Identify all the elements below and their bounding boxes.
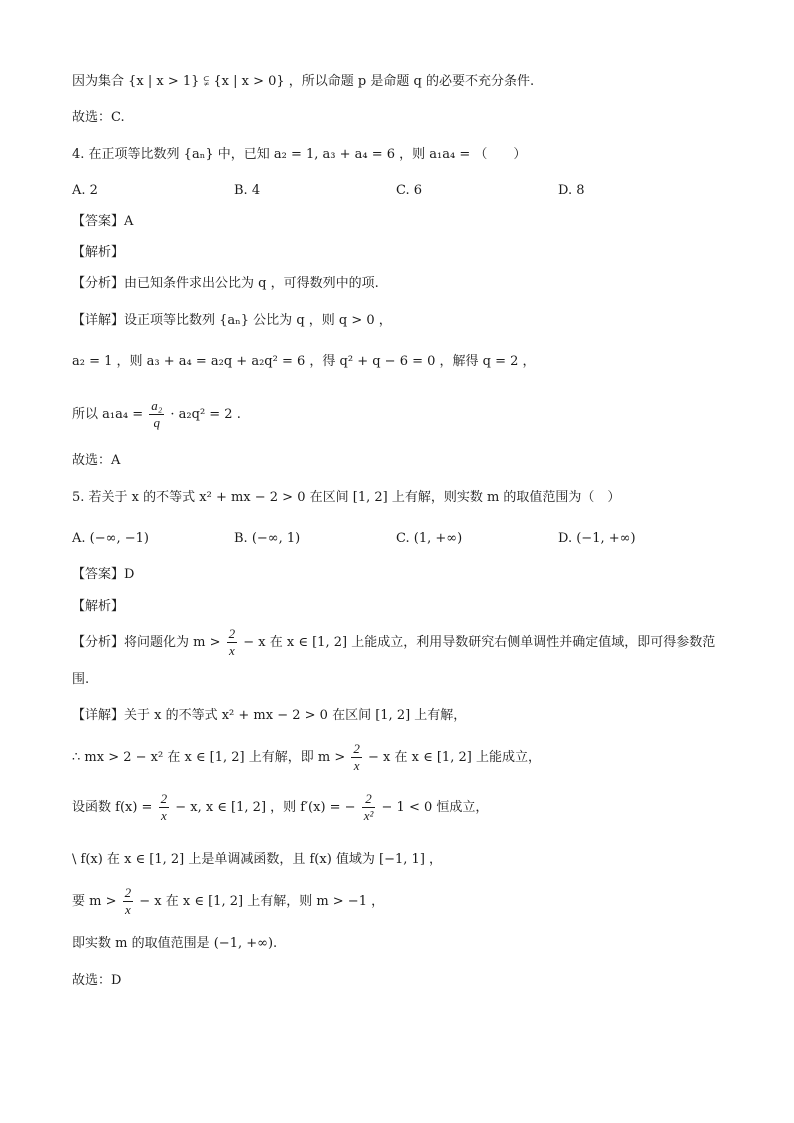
q5-option-b: B. (−∞, 1) (234, 531, 301, 546)
q5-detail-6: 即实数 m 的取值范围是 (−1, +∞). (72, 936, 278, 951)
q4-detail-3-pre: 所以 a₁a₄ = (72, 407, 148, 422)
q5-detail-3-fraction (159, 791, 170, 824)
q4-option-d: D. 8 (558, 183, 585, 198)
q5-analysis (72, 625, 734, 661)
fraction-denominator: x (124, 902, 131, 917)
q5-detail-3-pre: 设函数 f(x) = (72, 800, 157, 815)
q5-detail-5 (72, 884, 734, 920)
q5-answer: 【答案】D (72, 567, 135, 582)
fraction-numerator: 2 (353, 741, 360, 756)
q5-detail-5-fraction (123, 885, 134, 918)
q5-analysis-post: − x 在 x ∈ [1, 2] 上能成立，利用导数研究右侧单调性并确定值域，即可得参数范 (243, 635, 716, 650)
q4-analysis-heading: 【解析】 (72, 245, 125, 260)
q5-detail-3-post: − 1 < 0 恒成立， (381, 800, 489, 815)
q4-detail-1: 【详解】设正项等比数列 {aₙ} 公比为 q ，则 q > 0 ， (72, 313, 392, 328)
q5-option-c: C. (1, +∞) (396, 531, 463, 546)
q5-detail-3-fraction-2 (362, 791, 376, 824)
fraction-numerator: a₂ (151, 398, 163, 413)
question-4: 4. 在正项等比数列 {aₙ} 中，已知 a₂ = 1, a₃ + a₄ = 6 ，则 a₁a₄ = （ ） (72, 147, 527, 162)
q5-detail-3-mid: − x, x ∈ [1, 2] ，则 f′(x) = − (175, 800, 360, 815)
q4-option-a: A. 2 (72, 183, 98, 198)
q5-detail-2-pre: ∴ mx > 2 − x² 在 x ∈ [1, 2] 上有解，即 m > (72, 750, 350, 765)
q4-analysis: 【分析】由已知条件求出公比为 q ，可得数列中的项. (72, 276, 379, 291)
fraction-denominator: x (160, 808, 167, 823)
q5-option-d: D. (−1, +∞) (558, 531, 636, 546)
q5-detail-1: 【详解】关于 x 的不等式 x² + mx − 2 > 0 在区间 [1, 2] 上有解， (72, 708, 467, 723)
q5-analysis-pre: 【分析】将问题化为 m > (72, 635, 225, 650)
fraction-numerator: 2 (228, 626, 236, 641)
q5-detail-5-pre: 要 m > (72, 894, 121, 909)
question-5: 5. 若关于 x 的不等式 x² + mx − 2 > 0 在区间 [1, 2] 上有解，则实数 m 的取值范围为（ ） (72, 490, 621, 505)
q4-option-c: C. 6 (396, 183, 423, 198)
q4-detail-3-fraction (149, 398, 164, 431)
q5-option-a: A. (−∞, −1) (72, 531, 149, 546)
q4-detail-3 (72, 398, 734, 432)
fraction-denominator: x (353, 758, 360, 773)
q5-analysis-fraction (227, 626, 238, 659)
q4-answer: 【答案】A (72, 214, 134, 229)
fraction-numerator: 2 (160, 791, 168, 806)
fraction-denominator: x (228, 643, 235, 658)
q5-detail-2 (72, 740, 734, 776)
q4-option-b: B. 4 (234, 183, 261, 198)
q5-detail-3 (72, 790, 734, 826)
q5-detail-2-post: − x 在 x ∈ [1, 2] 上能成立， (368, 750, 541, 765)
q5-analysis-cont: 围. (72, 672, 90, 687)
fraction-denominator: q (153, 415, 160, 430)
fraction-numerator: 2 (124, 885, 132, 900)
q4-detail-2: a₂ = 1 ，则 a₃ + a₄ = a₂q + a₂q² = 6 ，得 q² + q − 6 = 0 ，解得 q = 2 ， (72, 354, 536, 369)
q5-selection: 故选：D (72, 973, 122, 988)
q5-detail-4: \ f(x) 在 x ∈ [1, 2] 上是单调减函数，且 f(x) 值域为 [−1, 1] ， (72, 852, 443, 867)
text-line-set-conclusion: 因为集合 {x | x > 1} ⫋ {x | x > 0} ，所以命题 p 是命题 q 的必要不充分条件. (72, 74, 535, 89)
q5-detail-5-post: − x 在 x ∈ [1, 2] 上有解，则 m > −1 ， (139, 894, 385, 909)
fraction-numerator: 2 (362, 791, 376, 808)
q5-analysis-heading: 【解析】 (72, 599, 125, 614)
q4-detail-3-post: · a₂q² = 2 . (170, 407, 241, 422)
text-line-choice-c: 故选：C. (72, 110, 125, 125)
q5-detail-2-fraction (351, 741, 362, 774)
q4-selection: 故选：A (72, 453, 121, 468)
fraction-denominator: x² (363, 808, 374, 823)
